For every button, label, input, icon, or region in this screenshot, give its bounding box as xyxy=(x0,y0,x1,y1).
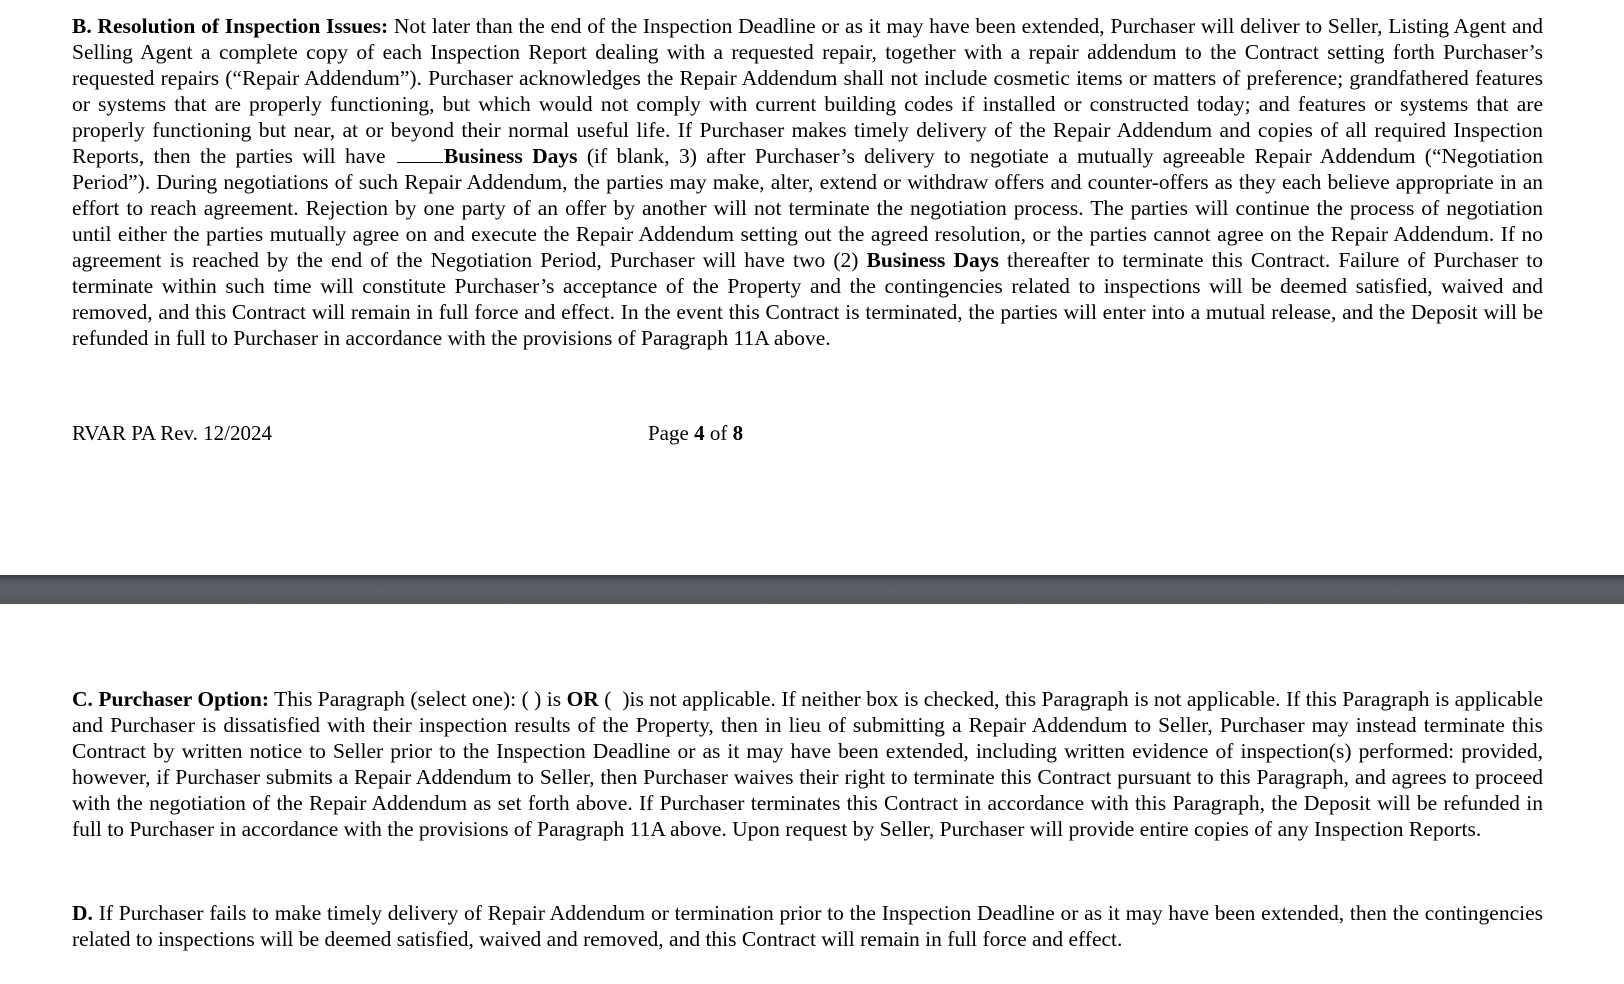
paragraph-d-failure-to-deliver xyxy=(72,900,1543,952)
paragraph-b-text-2: (if blank, 3) after Purchaser’s delivery to negotiate a mutually agreeable Repair Addendum (“Negotiation Period”). During negotiations of such Repair Addendum, the parties may make, alter, extend or withdraw offers and counter-offers as they each believe appropriate in an effort to reach agreement. Rejection by one party of an offer by another will not terminate the negotiation process. The parties will continue the process of negotiation until either the parties mutually agree on and execute the Repair Addendum setting out the agreed resolution, or the parties cannot agree on the Repair Addendum. If no agreement is reached by the end of the Negotiation Period, Purchaser will have two (2) xyxy=(72,144,1544,272)
paragraph-b-heading: B. Resolution of Inspection Issues: xyxy=(72,14,389,38)
paragraph-c-text-2: is xyxy=(541,687,567,711)
page-number-footer xyxy=(648,420,743,446)
option-not-applicable-checkbox[interactable]: ( ) xyxy=(598,687,630,711)
paragraph-c-text-1: This Paragraph (select one): xyxy=(269,687,522,711)
page-word: Page xyxy=(648,421,695,445)
paragraph-d-heading: D. xyxy=(72,901,93,925)
paragraph-b-text-1: Not later than the end of the Inspection Deadline or as it may have been extended, Purchaser will deliver to Seller, Listing Agent and Selling Agent a complete copy of each Inspection Report dealing with a requested repair, together with a repair addendum to the Contract setting forth Purchaser’s requested repairs (“Repair Addendum”). Purchaser acknowledges the Repair Addendum shall not include cosmetic items or matters of preference; grandfathered features or systems that are properly functioning, but which would not comply with current building codes if installed or constructed today; and features or systems that are properly functioning but near, at or beyond their normal useful life. If Purchaser makes timely delivery of the Repair Addendum and copies of all required Inspection Reports, then the parties will have xyxy=(72,14,1543,168)
form-revision-footer: RVAR PA Rev. 12/2024 xyxy=(72,421,273,445)
paragraph-b-resolution-of-inspection-issues xyxy=(72,13,1543,351)
page-current-number: 4 xyxy=(694,421,705,445)
paragraph-c-text-3: is not applicable. If neither box is checked, this Paragraph is not applicable. If this Paragraph is applicable and Purchaser is dissatisfied with their inspection results of the Property, then in lieu of submitting a Repair Addendum to Seller, Purchaser may instead terminate this Contract by written notice to Seller prior to the Inspection Deadline or as it may have been extended, including written evidence of inspection(s) performed: provided, however, if Purchaser submits a Repair Addendum to Seller, then Purchaser waives their right to terminate this Contract pursuant to this Paragraph, and agrees to proceed with the negotiation of the Repair Addendum as set forth above. If Purchaser terminates this Contract in accordance with this Paragraph, the Deposit will be refunded in full to Purchaser in accordance with the provisions of Paragraph 11A above. Upon request by Seller, Purchaser will provide entire copies of any Inspection Reports. xyxy=(72,687,1543,841)
option-is-applicable-checkbox[interactable]: ( ) xyxy=(521,687,542,711)
paragraph-d-text: If Purchaser fails to make timely delivery of Repair Addendum or termination prior to the Inspection Deadline or as it may have been extended, then the contingencies related to inspections will be deemed satisfied, waived and removed, and this Contract will remain in full force and effect. xyxy=(72,901,1543,951)
paragraph-c-purchaser-option xyxy=(72,686,1543,842)
page-total-number: 8 xyxy=(732,421,744,445)
business-days-term-2: Business Days xyxy=(866,248,999,272)
business-days-blank-field[interactable] xyxy=(397,144,443,163)
business-days-term-1: Business Days xyxy=(443,144,578,168)
or-word: OR xyxy=(566,687,599,711)
page-of-word: of xyxy=(704,421,733,445)
paragraph-b-text-3: thereafter to terminate this Contract. Failure of Purchaser to terminate within such time will constitute Purchaser’s acceptance of the Property and the contingencies related to inspections will be deemed satisfied, waived and removed, and this Contract will remain in full force and effect. In the event this Contract is terminated, the parties will enter into a mutual release, and the Deposit will be refunded in full to Purchaser in accordance with the provisions of Paragraph 11A above. xyxy=(72,248,1543,350)
paragraph-c-heading: C. Purchaser Option: xyxy=(72,687,270,711)
page-separator xyxy=(0,575,1624,604)
